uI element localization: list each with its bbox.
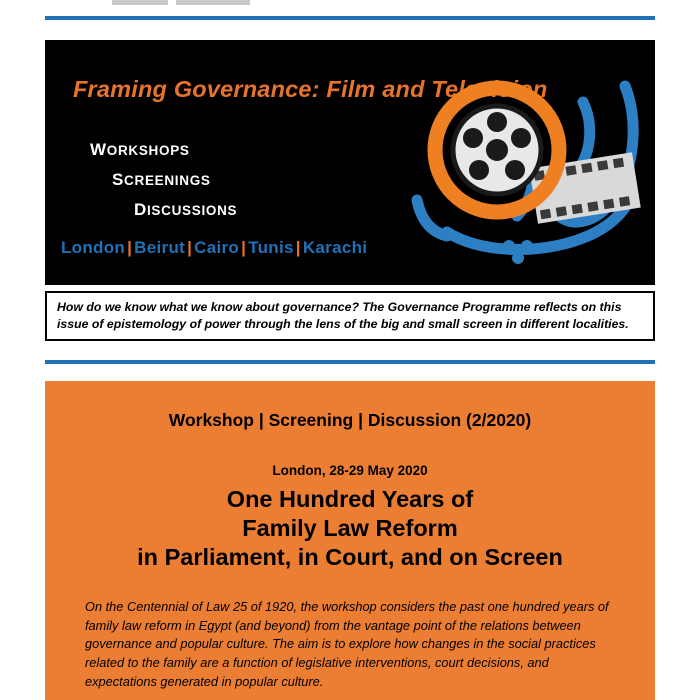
film-reel-arabic-calligraphy-logo [387,50,647,285]
city-separator: | [127,238,133,257]
banner-city-list [61,238,367,258]
city-karachi: Karachi [302,238,368,257]
city-separator: | [187,238,193,257]
event-banner [45,40,655,285]
panel-title-line-3: in Parliament, in Court, and on Screen [137,544,563,571]
divider-rule-bottom [45,360,655,364]
panel-title-line-2: Family Law Reform [242,515,458,542]
banner-title: Framing Governance: Film and Television [73,76,548,102]
city-beirut: Beirut [134,238,186,257]
top-stub-block-right [176,0,250,5]
panel-paragraph: On the Centennial of Law 25 of 1920, the workshop considers the past one hundred years of family law reform in Egypt (and beyond) from the vantage point of the relations between governance and popular culture. The aim is to explore how changes in the social practices related to the family are a function of legislative interventions, court decisions, and expectations generated in popular culture. [85,599,609,689]
city-tunis: Tunis [248,238,294,257]
event-detail-panel [45,381,655,700]
city-separator: | [241,238,247,257]
top-stub-block-left [112,0,168,5]
banner-caption: How do we know what we know about governance? The Governance Programme reflects on this issue of epistemology of power through the lens of the big and small screen in different localities. [45,291,655,341]
divider-rule-top [45,16,655,20]
panel-title [45,485,655,572]
panel-kicker: Workshop | Screening | Discussion (2/2020) [168,410,532,430]
banner-activity-item: DISCUSSIONS [134,200,238,219]
panel-body [85,598,615,691]
city-separator: | [295,238,301,257]
panel-title-line-1: One Hundred Years of [226,486,474,512]
page-top-stub [0,0,700,10]
banner-activity-list [90,140,237,230]
city-cairo: Cairo [194,238,240,257]
banner-activity-item: SCREENINGS [112,170,211,189]
city-london: London [61,238,126,257]
panel-date: London, 28-29 May 2020 [272,463,428,478]
banner-activity-item: WORKSHOPS [90,140,190,159]
